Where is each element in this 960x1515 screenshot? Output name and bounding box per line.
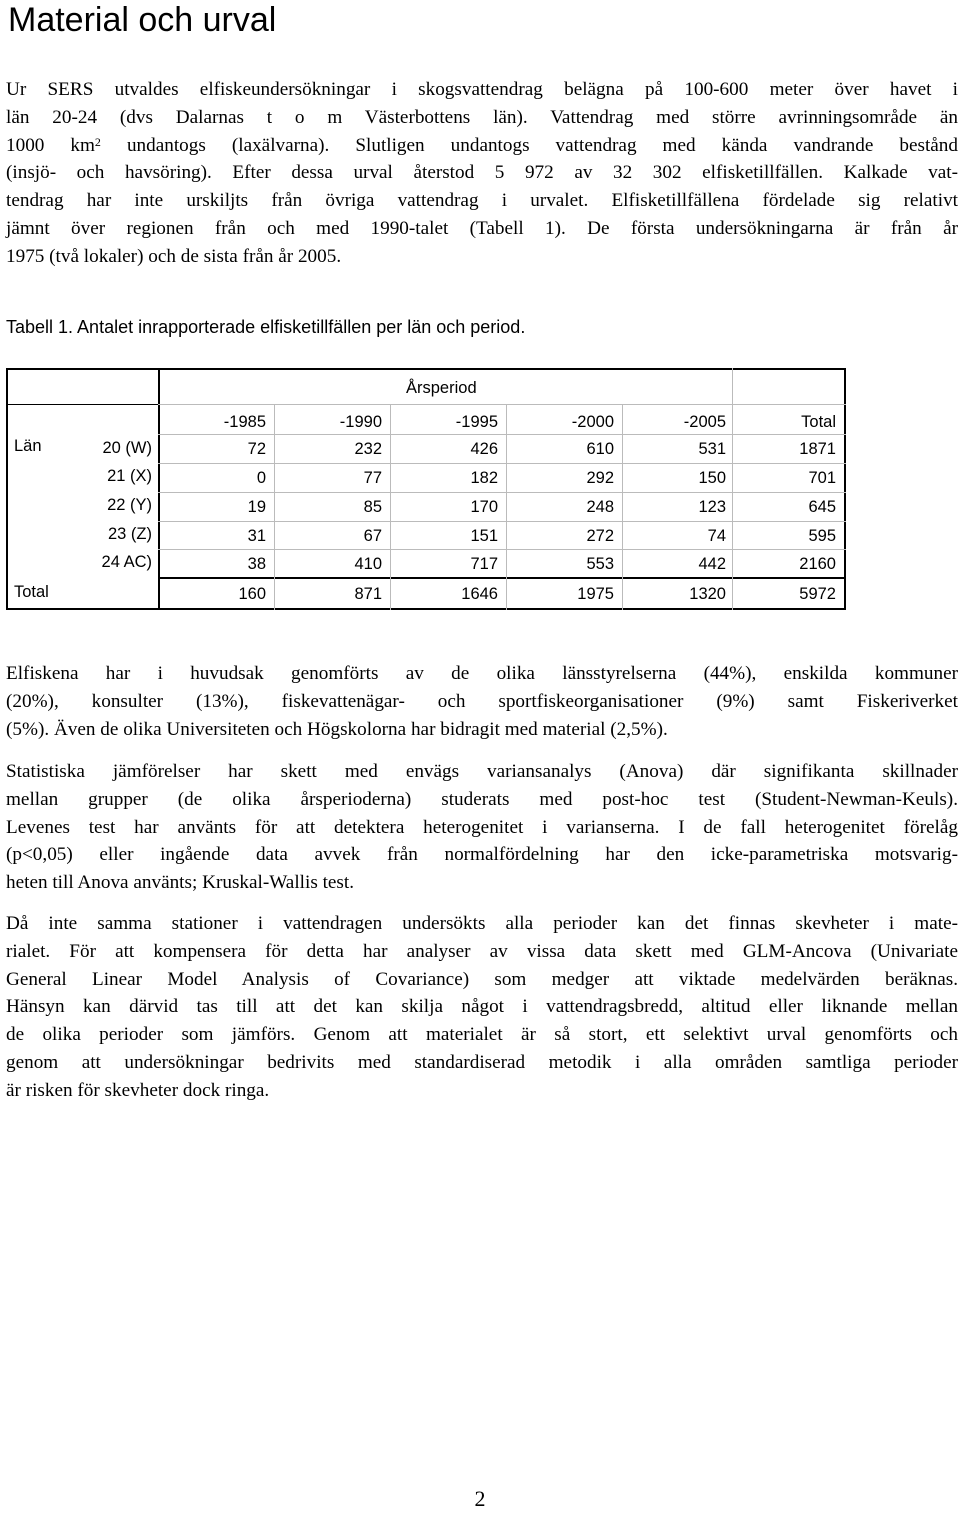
paragraph-line: General Linear Model Analysis of Covariance) som medger att viktade medelvärden beräknas.: [6, 968, 958, 990]
intro-line: 1975 (två lokaler) och de sista från år 2005.: [6, 245, 342, 267]
table-caption: Tabell 1. Antalet inrapporterade elfisketillfällen per län och period.: [6, 317, 526, 337]
table-cell: 717: [470, 555, 498, 573]
table-cell: 2160: [799, 555, 836, 573]
table-cell: 553: [586, 555, 614, 573]
table-cell: 150: [698, 469, 726, 487]
total-cell: 1320: [689, 585, 726, 603]
total-cell: 5972: [799, 585, 836, 603]
table-cell: 77: [363, 469, 382, 487]
table-cell: 595: [808, 527, 836, 545]
ancova-paragraph: [6, 910, 958, 1105]
row-label: 24 AC): [101, 553, 152, 571]
table-cell: 19: [247, 498, 266, 516]
total-row-label: Total: [14, 583, 49, 601]
intro-line-km: [6, 132, 958, 160]
intro-line: (insjö- och havsöring). Efter dessa urval återstod 5 972 av 32 302 elfisketillfällen. Kalkade vat-: [6, 162, 958, 184]
column-header: -1990: [339, 413, 382, 431]
paragraph-line: (5%). Även de olika Universiteten och Högskolorna har bidragit med material (2,5%).: [6, 718, 668, 740]
table-cell: 442: [698, 555, 726, 573]
table-group-header: Årsperiod: [406, 379, 477, 397]
table-cell: 31: [247, 527, 266, 545]
page-number: 2: [474, 1486, 486, 1511]
table-cell: 248: [586, 498, 614, 516]
paragraph-line: (p<0,05) eller ingående data avvek från normalfördelning har den icke-parametriska motsvarig-: [6, 844, 958, 866]
row-label: 20 (W): [102, 439, 152, 457]
table-cell: 426: [470, 440, 498, 458]
table-cell: 701: [808, 469, 836, 487]
intro-line-rest: undantogs (laxälvarna). Slutligen undantogs vattendrag med kända vandrande bestånd: [126, 134, 958, 156]
column-header: -2000: [571, 413, 614, 431]
total-cell: 1646: [461, 585, 498, 603]
km-text: 1000 km: [6, 134, 95, 156]
km-superscript: 2: [94, 134, 101, 149]
table-cell: 74: [707, 527, 726, 545]
data-table: [6, 368, 846, 610]
total-cell: 1975: [577, 585, 614, 603]
row-divider: [158, 521, 846, 522]
paragraph-line: Levenes test har använts för att detektera heterogenitet i varianserna. I de fall heterogenitet förelåg: [6, 816, 958, 838]
sources-paragraph: [6, 660, 958, 743]
table-border-bottom: [6, 608, 846, 610]
table-total-rule: [158, 577, 846, 579]
column-header: -1985: [223, 413, 266, 431]
paragraph-line: Då inte samma stationer i vattendragen undersökts alla perioder kan det finnas skevheter i mate-: [6, 913, 958, 934]
paragraph-line: Statistiska jämförelser har skett med envägs variansanalys (Anova) där signifikanta skillnader: [6, 761, 958, 782]
paragraph-line: Hänsyn kan därvid tas till att det kan skilja något i vattendragsbredd, altitud eller liknande mellan: [6, 996, 958, 1018]
table-cell: 272: [586, 527, 614, 545]
page-title: Material och urval: [8, 1, 277, 39]
column-header: Total: [801, 413, 836, 431]
statistics-paragraph: [6, 758, 958, 897]
table-cell: 610: [586, 440, 614, 458]
table-cell: 531: [698, 440, 726, 458]
paragraph-line: genom att undersökningar bedrivits med standardiserad metodik i alla områden samtliga perioder: [6, 1051, 958, 1073]
row-divider: [158, 549, 846, 550]
table-stub-rule: [6, 404, 158, 405]
paragraph-line: (20%), konsulter (13%), fiskevattenägar- och sportfiskeorganisationer (9%) samt Fiskeriverket: [6, 690, 958, 712]
table-cell: 1871: [799, 440, 836, 458]
table-cell: 410: [354, 555, 382, 573]
table-cell: 85: [363, 498, 382, 516]
paragraph-line: de olika perioder som jämförs. Genom att materialet är så stort, ett selektivt urval genomförts och: [6, 1024, 958, 1046]
row-divider: [158, 434, 846, 435]
paragraph-line: är risken för skevheter dock ringa.: [6, 1079, 270, 1101]
table-cell: 72: [247, 440, 266, 458]
intro-line: Ur SERS utvaldes elfiskeundersökningar i skogsvattendrag belägna på 100-600 meter över havet i: [6, 79, 958, 100]
table-cell: 645: [808, 498, 836, 516]
total-cell: 160: [238, 585, 266, 603]
row-divider: [158, 492, 846, 493]
row-label: 23 (Z): [107, 525, 152, 543]
table-cell: 170: [470, 498, 498, 516]
table-cell: 67: [363, 527, 382, 545]
total-cell: 871: [354, 585, 382, 603]
table-border-top: [6, 368, 846, 370]
paragraph-line: rialet. För att kompensera för detta har analyser av vissa data skett med GLM-Ancova (Univariate: [6, 940, 958, 962]
table-cell: 151: [470, 527, 498, 545]
column-header: -1995: [455, 413, 498, 431]
paragraph-line: heten till Anova använts; Kruskal-Wallis test.: [6, 872, 355, 894]
row-label: 22 (Y): [107, 496, 152, 514]
column-header: -2005: [683, 413, 726, 431]
table-cell: 38: [247, 555, 266, 573]
row-divider: [158, 463, 846, 464]
paragraph-line: mellan grupper (de olika årsperioderna) studerats med post-hoc test (Student-Newman-Keuls).: [6, 788, 958, 810]
row-label: 21 (X): [107, 467, 152, 485]
intro-paragraph: [6, 76, 958, 271]
table-cell: 123: [698, 498, 726, 516]
table-cell: 232: [354, 440, 382, 458]
row-divider: [158, 404, 846, 405]
table-cell: 0: [256, 469, 266, 487]
intro-line: tendrag har inte urskiljts från övriga vattendrag i urvalet. Elfisketillfällena fördelade sig relativt: [6, 190, 958, 212]
paragraph-line: Elfiskena har i huvudsak genomförts av de olika länsstyrelserna (44%), enskilda kommuner: [6, 663, 958, 684]
intro-line: län 20-24 (dvs Dalarnas t o m Västerbottens län). Vattendrag med större avrinningsområde än: [6, 106, 958, 128]
intro-line: jämnt över regionen från och med 1990-talet (Tabell 1). De första undersökningarna är från år: [6, 217, 958, 239]
table-cell: 182: [470, 469, 498, 487]
row-group-label: Län: [14, 437, 42, 455]
table-cell: 292: [586, 469, 614, 487]
